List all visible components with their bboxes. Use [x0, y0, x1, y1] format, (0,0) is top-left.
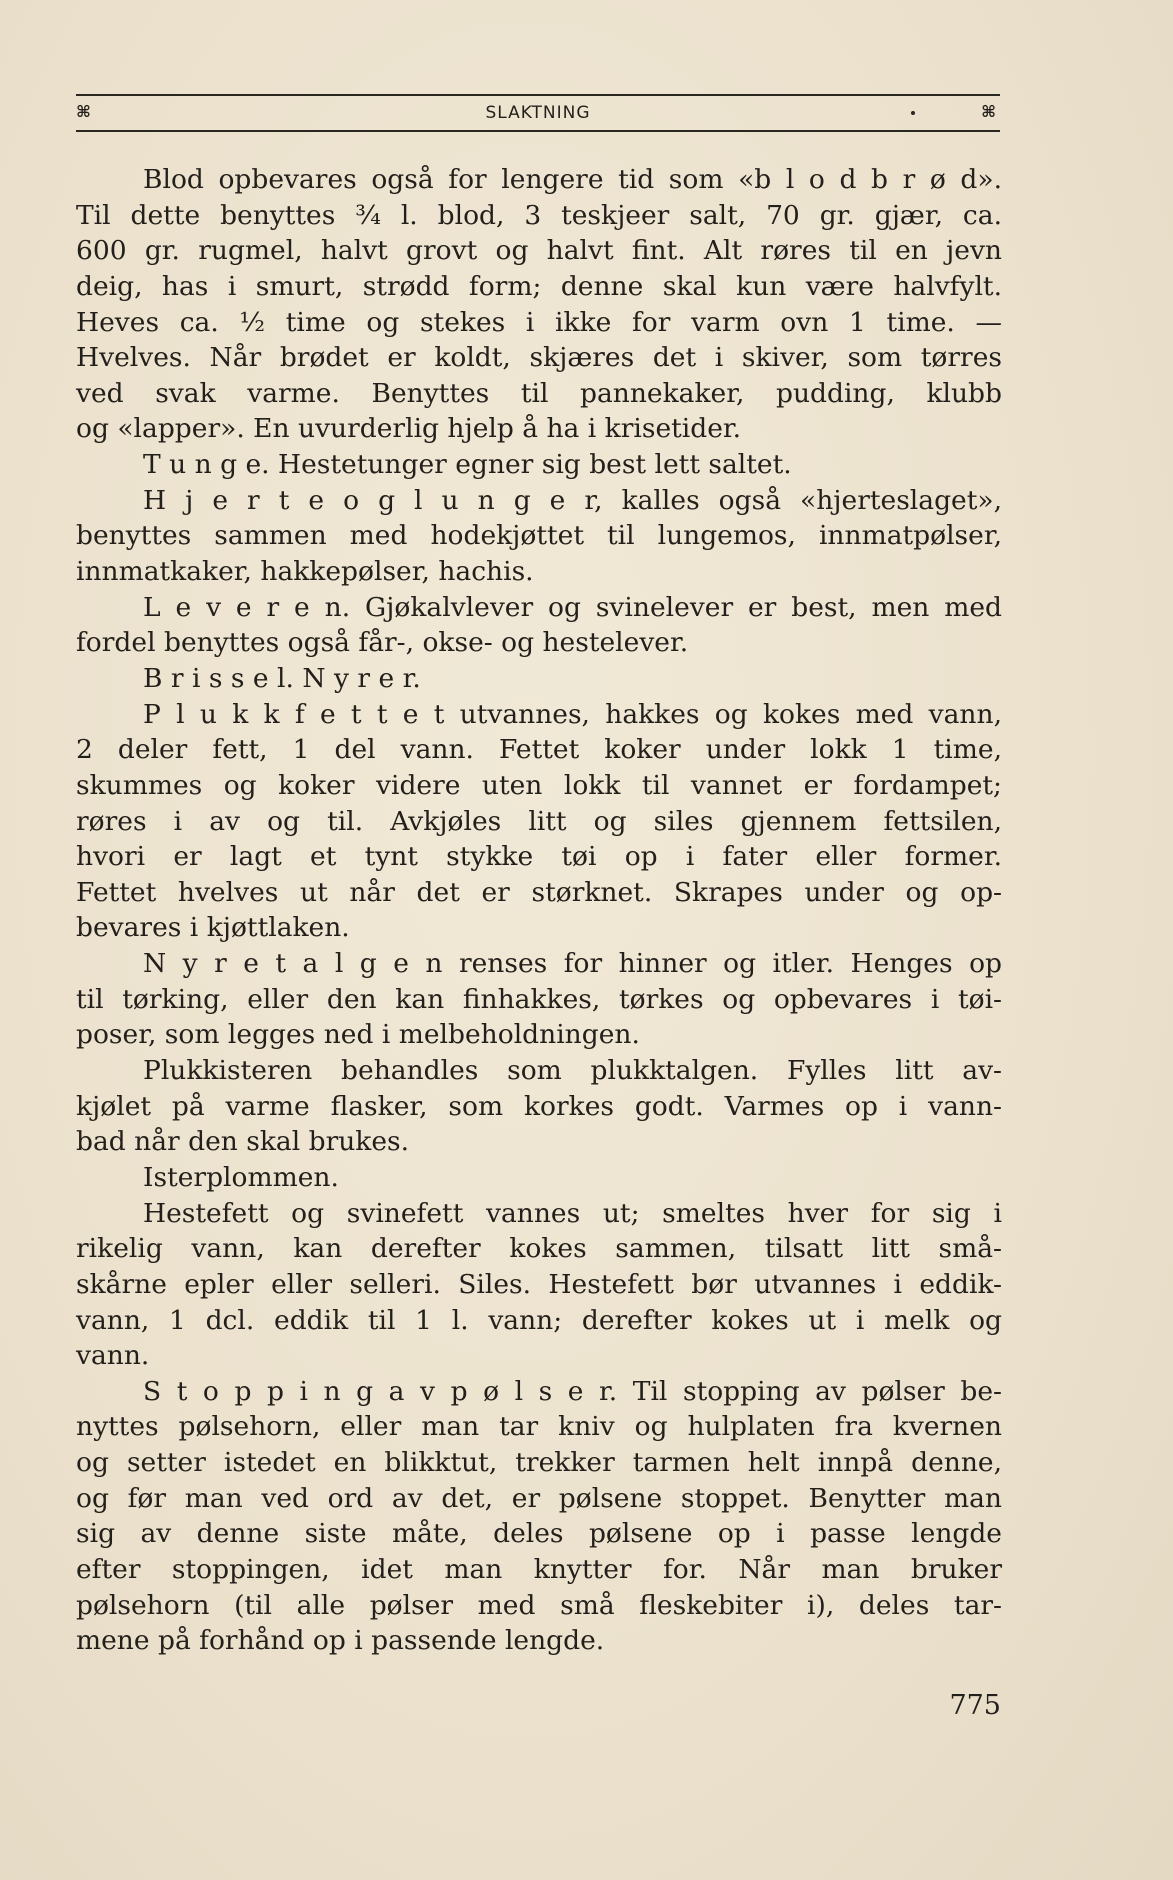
text-line: og setter istedet en blikktut, trekker tarmen helt innpå denne, — [76, 1447, 1002, 1479]
body-text — [76, 162, 1002, 1659]
text-line: Fettet hvelves ut når det er størknet. Skrapes under og op- — [76, 876, 1002, 908]
text-line: mene på forhånd op i passende lengde. — [76, 1625, 605, 1657]
text-line: Heves ca. ½ time og stekes i ikke for varm ovn 1 time. — — [76, 306, 1002, 338]
running-header — [76, 94, 1000, 134]
header-bottom-rule — [76, 130, 1000, 132]
text-line: benyttes sammen med hodekjøttet til lungemos, innmatpølser, — [76, 520, 1002, 552]
text-line: vann. — [76, 1340, 150, 1372]
text-line: Hestefett og svinefett vannes ut; smeltes hver for sig i — [143, 1197, 1002, 1229]
text-line: røres i av og til. Avkjøles litt og siles gjennem fettsilen, — [76, 805, 1002, 837]
text-line: og «lapper». En uvurderlig hjelp å ha i krisetider. — [76, 413, 742, 445]
text-line: nyttes pølsehorn, eller man tar kniv og hulplaten fra kvernen — [76, 1411, 1002, 1443]
text-line: deig, has i smurt, strødd form; denne skal kun være halvfylt. — [76, 270, 1002, 302]
text-line: B r i s s e l. N y r e r. — [143, 662, 421, 694]
header-dot-ornament — [911, 111, 915, 115]
text-line: hvori er lagt et tynt stykke tøi op i fater eller former. — [76, 841, 1002, 873]
text-line: sig av denne siste måte, deles pølsene op i passe lengde — [76, 1518, 1002, 1550]
text-line: poser, som legges ned i melbeholdningen. — [76, 1019, 640, 1051]
text-line: pølsehorn (til alle pølser med små fleskebiter i), deles tar- — [76, 1589, 1002, 1621]
text-line: og før man ved ord av det, er pølsene stoppet. Benytter man — [76, 1482, 1002, 1514]
header-top-rule — [76, 94, 1000, 96]
text-line: Blod opbevares også for lengere tid som «b l o d b r ø d». — [143, 164, 1002, 195]
text-line: efter stoppingen, idet man knytter for. Når man bruker — [76, 1553, 1002, 1585]
text-line: fordel benyttes også får-, okse- og hestelever. — [76, 627, 689, 659]
header-title: SLAKTNING — [485, 103, 591, 123]
text-line: bad når den skal brukes. — [76, 1126, 410, 1158]
text-line: ved svak varme. Benyttes til pannekaker, pudding, klubb — [76, 377, 1002, 409]
text-line: T u n g e. Hestetunger egner sig best lett saltet. — [143, 449, 792, 481]
text-line: Plukkisteren behandles som plukktalgen. Fylles litt av- — [143, 1055, 1002, 1087]
header-ornament-right-icon: ⌘ — [981, 102, 996, 121]
text-line: Hvelves. Når brødet er koldt, skjæres det i skiver, som tørres — [76, 342, 1002, 374]
header-ornament-left-icon: ⌘ — [76, 102, 91, 121]
text-line: skårne epler eller selleri. Siles. Hestefett bør utvannes i eddik- — [76, 1268, 1002, 1300]
text-line: til tørking, eller den kan finhakkes, tørkes og opbevares i tøi- — [76, 983, 1002, 1015]
text-line: Til dette benyttes ¾ l. blod, 3 teskjeer salt, 70 gr. gjær, ca. — [76, 199, 1002, 231]
text-line: skummes og koker videre uten lokk til vannet er fordampet; — [76, 769, 1002, 801]
text-line: Isterplommen. — [143, 1161, 339, 1193]
text-line: kjølet på varme flasker, som korkes godt. Varmes op i vann- — [76, 1090, 1002, 1122]
text-line: N y r e t a l g e n renses for hinner og itler. Henges op — [143, 948, 1002, 980]
page-number: 775 — [949, 1690, 1001, 1721]
text-line: P l u k k f e t t e t utvannes, hakkes og kokes med vann, — [143, 698, 1002, 730]
text-line: S t o p p i n g a v p ø l s e r. Til stopping av pølser be- — [143, 1375, 1002, 1407]
text-line: rikelig vann, kan derefter kokes sammen, tilsatt litt små- — [76, 1233, 1002, 1265]
text-line: innmatkaker, hakkepølser, hachis. — [76, 556, 534, 588]
text-line: bevares i kjøttlaken. — [76, 912, 350, 944]
text-line: L e v e r e n. Gjøkalvlever og svinelever er best, men med — [143, 591, 1002, 623]
text-line: vann, 1 dcl. eddik til 1 l. vann; derefter kokes ut i melk og — [76, 1304, 1002, 1336]
text-line: 2 deler fett, 1 del vann. Fettet koker under lokk 1 time, — [76, 734, 1002, 766]
text-line: H j e r t e o g l u n g e r, kalles også «hjerteslaget», — [143, 484, 1002, 516]
text-line: 600 gr. rugmel, halvt grovt og halvt fint. Alt røres til en jevn — [76, 235, 1002, 267]
